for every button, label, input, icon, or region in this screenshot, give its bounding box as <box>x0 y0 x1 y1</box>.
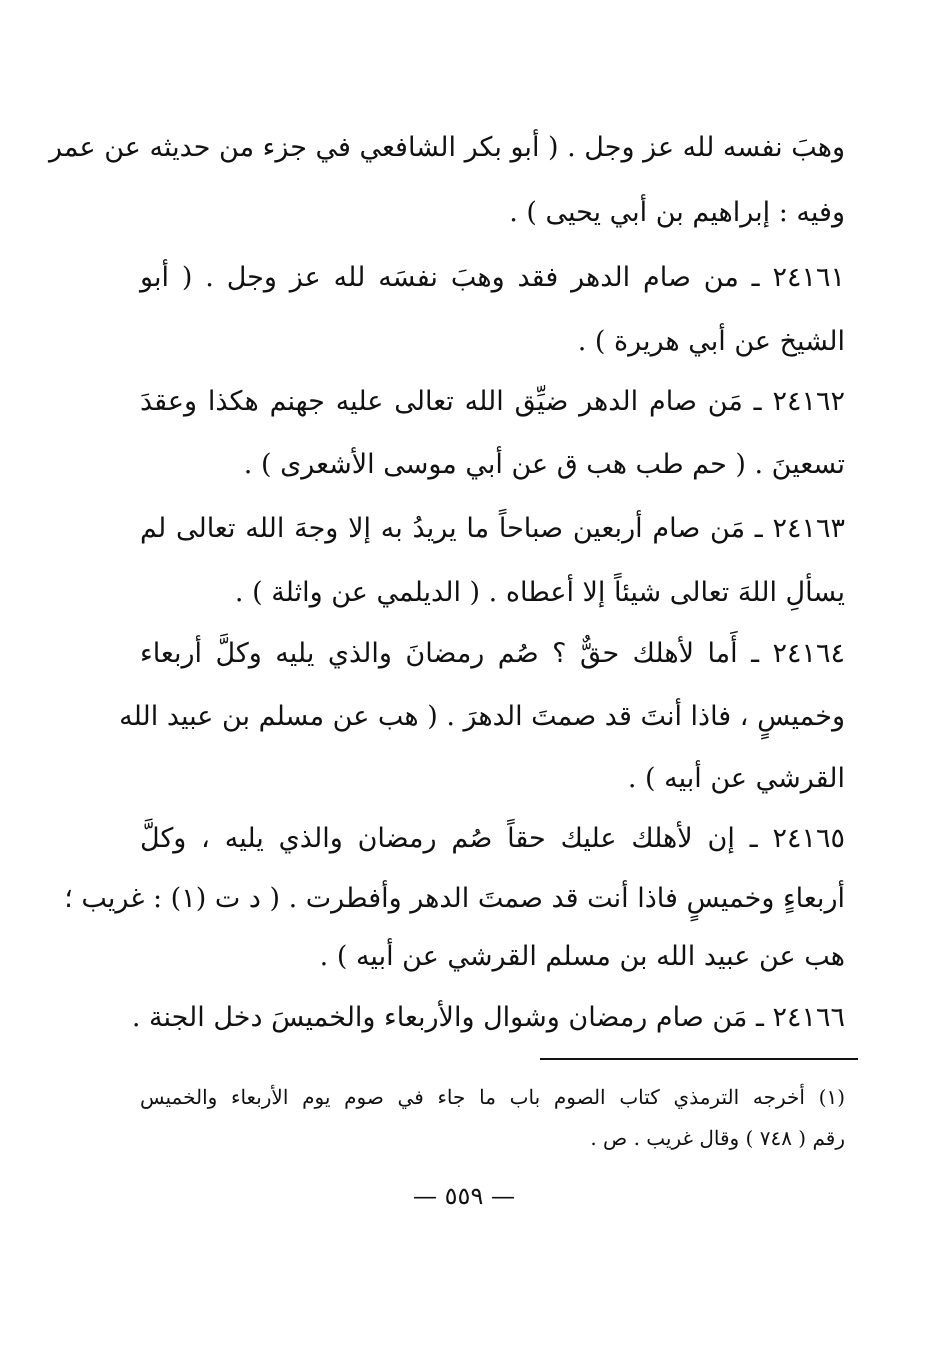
hadith-24165-line: ٢٤١٦٥ ـ إن لأهلك عليك حقاً صُم رمضان والذي يليه ، وكلَّ <box>140 823 845 854</box>
footnote-divider <box>540 1058 858 1060</box>
page-number: — ٥٥٩ — <box>413 1182 515 1210</box>
hadith-24162-line: ٢٤١٦٢ ـ مَن صام الدهر ضيِّق الله تعالى عليه جهنم هكذا وعقدَ <box>140 386 845 417</box>
text-line: هب عن عبيد الله بن مسلم القرشي عن أبيه ) . <box>319 941 845 972</box>
text-line: تسعينَ . ( حم طب هب ق عن أبي موسى الأشعرى ) . <box>243 449 845 480</box>
text-line: القرشي عن أبيه ) . <box>627 763 845 794</box>
text-line: وخميسٍ ، فاذا أنتَ قد صمتَ الدهرَ . ( هب عن مسلم بن عبيد الله <box>119 701 845 732</box>
hadith-24166-line: ٢٤١٦٦ ـ مَن صام رمضان وشوال والأربعاء والخميسَ دخل الجنة . <box>131 1002 845 1033</box>
footnote-line: (١) أخرجه الترمذي كتاب الصوم باب ما جاء في صوم يوم الأربعاء والخميس <box>140 1085 845 1109</box>
footnote-line: رقم ( ٧٤٨ ) وقال غريب . ص . <box>590 1126 845 1150</box>
text-line: وهبَ نفسه لله عز وجل . ( أبو بكر الشافعي في جزء من حديثه عن عمر <box>49 132 845 163</box>
text-line: أربعاءٍ وخميسٍ فاذا أنت قد صمتَ الدهر وأفطرت . ( د ت (١) : غريب ؛ <box>64 883 845 914</box>
text-line: الشيخ عن أبي هريرة ) . <box>577 326 845 357</box>
text-line: وفيه : إبراهيم بن أبي يحيى ) . <box>509 197 845 228</box>
hadith-24163-line: ٢٤١٦٣ ـ مَن صام أربعين صباحاً ما يريدُ به إلا وجهَ الله تعالى لم <box>140 513 845 544</box>
hadith-24161-line: ٢٤١٦١ ـ من صام الدهر فقد وهبَ نفسَه لله عز وجل . ( أبو <box>140 262 845 293</box>
hadith-24164-line: ٢٤١٦٤ ـ أَما لأهلك حقٌّ ؟ صُم رمضانَ والذي يليه وكلَّ أربعاء <box>140 638 845 669</box>
text-line: يسألِ اللهَ تعالى شيئاً إلا أعطاه . ( الديلمي عن واثلة ) . <box>234 577 845 608</box>
